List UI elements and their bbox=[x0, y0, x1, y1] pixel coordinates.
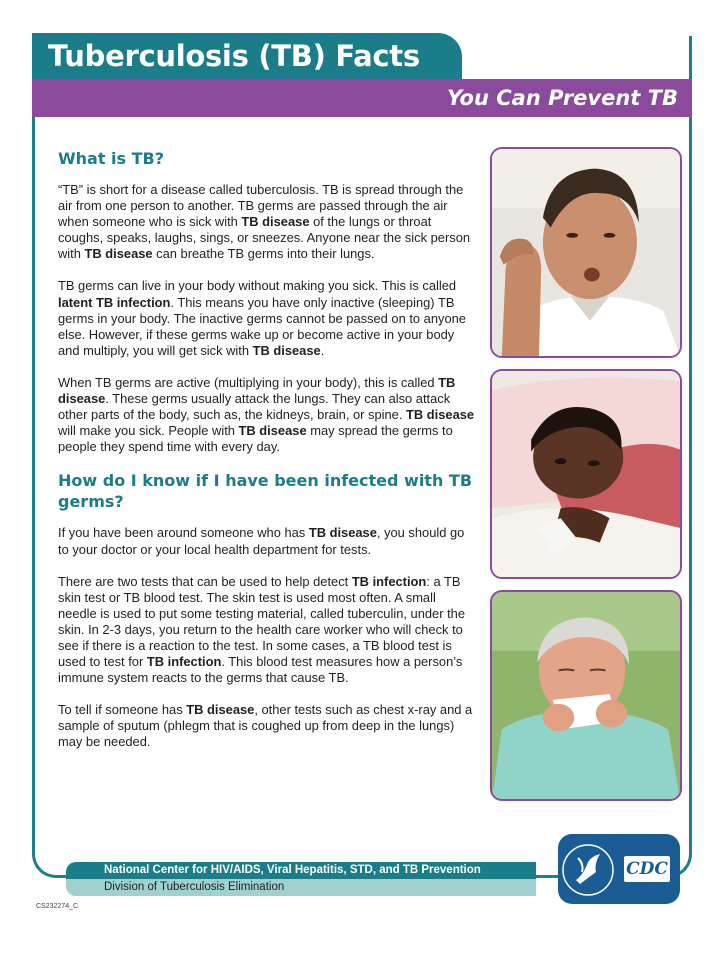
paragraph-latent-tb: TB germs can live in your body without making you sick. This is called latent TB infection. This means you have only inactive (sleeping) TB germs in your body. The inactive germs cannot be passed on to anyone else. However, if these germs wake up or become active in your body and multiply, you will get sick with TB disease. bbox=[58, 278, 466, 358]
sick-child-illustration bbox=[492, 371, 680, 577]
paragraph-get-tested: If you have been around someone who has TB disease, you should go to your doctor or your local health department for tests. bbox=[58, 525, 465, 557]
section-heading-how-do-i-know: How do I know if I have been infected with TB germs? bbox=[58, 471, 473, 512]
footer-division-name: Division of Tuberculosis Elimination bbox=[66, 879, 536, 896]
photo-older-man-tissue bbox=[490, 590, 682, 801]
document-code: CS232274_C bbox=[36, 903, 79, 910]
main-content bbox=[58, 148, 478, 751]
page-subtitle: You Can Prevent TB bbox=[32, 79, 692, 117]
hhs-cdc-logo bbox=[558, 834, 680, 904]
coughing-man-illustration bbox=[492, 149, 680, 356]
paragraph-other-tests: To tell if someone has TB disease, other tests such as chest x-ray and a sample of sputum (phlegm that is coughed up from deep in the lungs) may be needed. bbox=[58, 702, 473, 750]
photo-coughing-man bbox=[490, 147, 682, 358]
paragraph-tb-disease: When TB germs are active (multiplying in your body), this is called TB disease. These germs usually attack the lungs. They can also attack other parts of the body, such as, the kidneys, brain, or spine. TB disease will make you sick. People with TB disease may spread the germs to people they spend time with every day. bbox=[58, 374, 475, 455]
older-man-illustration bbox=[492, 592, 680, 799]
page-title: Tuberculosis (TB) Facts bbox=[32, 33, 462, 79]
cdc-logo-text: CDC bbox=[624, 856, 670, 882]
section-heading-what-is-tb: What is TB? bbox=[58, 149, 165, 168]
paragraph-tb-spread: “TB” is short for a disease called tuberculosis. TB is spread through the air from one person to another. TB germs are passed through the air when someone who is sick with TB disease of the lungs or throat coughs, speaks, laughs, sings, or sneezes. Anyone near the sick person with TB disease can breathe TB germs into their lungs. bbox=[58, 182, 471, 262]
photo-sick-child bbox=[490, 369, 682, 579]
footer-bar bbox=[66, 862, 536, 898]
footer-center-name: National Center for HIV/AIDS, Viral Hepatitis, STD, and TB Prevention bbox=[66, 862, 536, 879]
paragraph-tb-tests: There are two tests that can be used to help detect TB infection: a TB skin test or TB blood test. The skin test is used most often. A small needle is used to put some testing material, called tuberculin, under the skin. In 2-3 days, you return to the health care worker who will check to see if there is a reaction to the test. In some cases, a TB blood test is used to test for TB infection. This blood test measures how a person’s immune system reacts to the germs that cause TB. bbox=[58, 573, 466, 686]
